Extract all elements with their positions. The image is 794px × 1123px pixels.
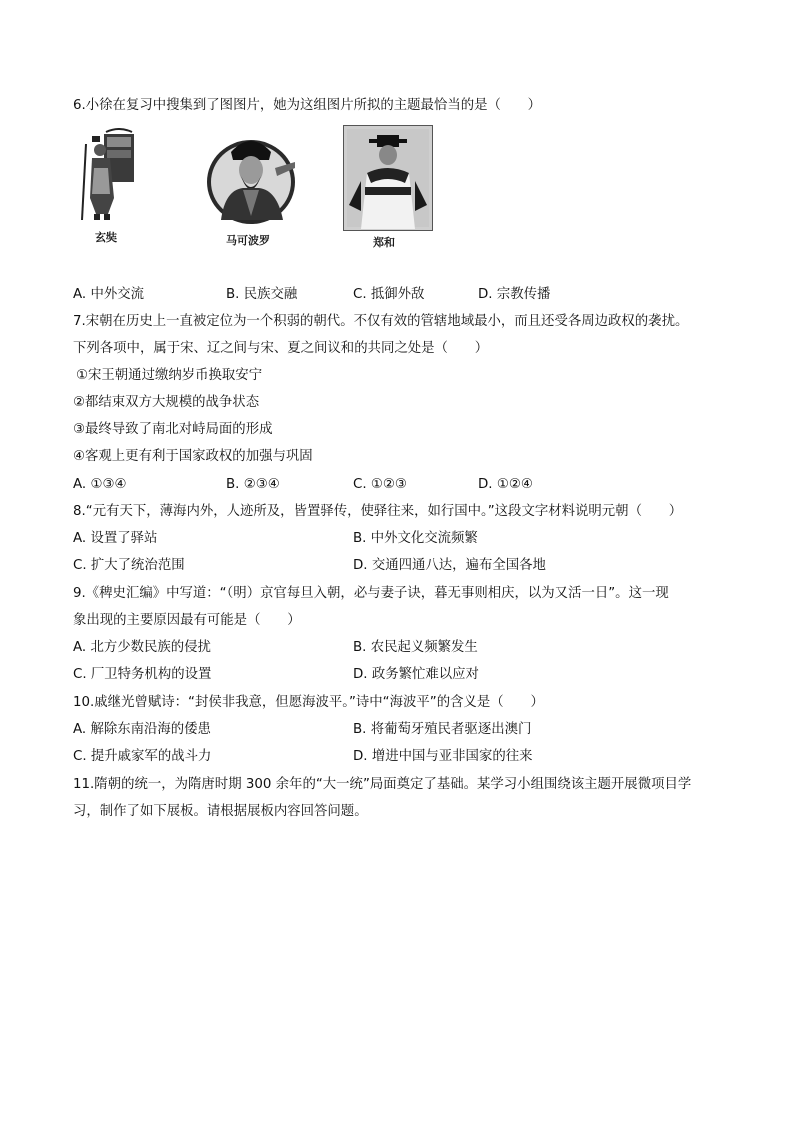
q7-option-d[interactable]: D. ①②④ (478, 477, 533, 492)
q7-option-c[interactable]: C. ①②③ (353, 477, 407, 492)
q7-option-a[interactable]: A. ①③④ (73, 477, 127, 492)
xuanzang-picture (70, 128, 150, 228)
q6-option-a[interactable]: A. 中外交流 (73, 287, 144, 302)
q8-option-c[interactable]: C. 扩大了统治范围 (73, 558, 185, 573)
q10-option-c[interactable]: C. 提升戚家军的战斗力 (73, 749, 212, 764)
q10-option-a[interactable]: A. 解除东南沿海的倭患 (73, 722, 211, 737)
q6-option-b[interactable]: B. 民族交融 (226, 287, 298, 302)
marco-polo-caption: 马可波罗 (226, 234, 270, 247)
q6-stem: 6.小徐在复习中搜集到了图图片，她为这组图片所拟的主题最恰当的是（ ） (73, 98, 542, 113)
zheng-he-picture (343, 125, 433, 231)
q9-option-c[interactable]: C. 厂卫特务机构的设置 (73, 667, 212, 682)
q9-option-b[interactable]: B. 农民起义频繁发生 (353, 640, 478, 655)
marco-polo-picture (203, 128, 303, 228)
q11-stem-line-1: 11.隋朝的统一，为隋唐时期 300 余年的“大一统”局面奠定了基础。某学习小组围绕该主题开展微项目学 (73, 777, 692, 792)
q10-option-d[interactable]: D. 增进中国与亚非国家的往来 (353, 749, 533, 764)
q9-stem-line-1: 9.《稗史汇编》中写道：“（明）京官每旦入朝，必与妻子诀，暮无事则相庆，以为又活一日”。这一现 (73, 586, 669, 601)
q8-option-b[interactable]: B. 中外文化交流频繁 (353, 531, 478, 546)
q8-stem: 8.“元有天下，薄海内外，人迹所及，皆置驿传，使驿往来，如行国中。”这段文字材料说明元朝（ ） (73, 504, 683, 519)
q7-statement-1: ①宋王朝通过缴纳岁币换取安宁 (76, 368, 263, 383)
q7-statement-3: ③最终导致了南北对峙局面的形成 (73, 422, 273, 437)
q7-stem-line-2: 下列各项中，属于宋、辽之间与宋、夏之间议和的共同之处是（ ） (73, 341, 489, 356)
q10-option-b[interactable]: B. 将葡萄牙殖民者驱逐出澳门 (353, 722, 532, 737)
q7-option-b[interactable]: B. ②③④ (226, 477, 280, 492)
q11-stem-line-2: 习，制作了如下展板。请根据展板内容回答问题。 (73, 804, 368, 819)
q6-option-c[interactable]: C. 抵御外敌 (353, 287, 425, 302)
q7-statement-2: ②都结束双方大规模的战争状态 (73, 395, 260, 410)
q7-stem-line-1: 7.宋朝在历史上一直被定位为一个积弱的朝代。不仅有效的管辖地域最小，而且还受各周边政权的袭扰。 (73, 314, 689, 329)
q8-option-a[interactable]: A. 设置了驿站 (73, 531, 158, 546)
q8-option-d[interactable]: D. 交通四通八达，遍布全国各地 (353, 558, 546, 573)
zheng-he-caption: 郑和 (373, 236, 395, 249)
q6-option-d[interactable]: D. 宗教传播 (478, 287, 551, 302)
q9-option-a[interactable]: A. 北方少数民族的侵扰 (73, 640, 211, 655)
q7-statement-4: ④客观上更有利于国家政权的加强与巩固 (73, 449, 313, 464)
q9-option-d[interactable]: D. 政务繁忙难以应对 (353, 667, 479, 682)
xuanzang-caption: 玄奘 (95, 231, 117, 244)
q9-stem-line-2: 象出现的主要原因最有可能是（ ） (73, 613, 301, 628)
q10-stem: 10.戚继光曾赋诗：“封侯非我意，但愿海波平。”诗中“海波平”的含义是（ ） (73, 695, 544, 710)
